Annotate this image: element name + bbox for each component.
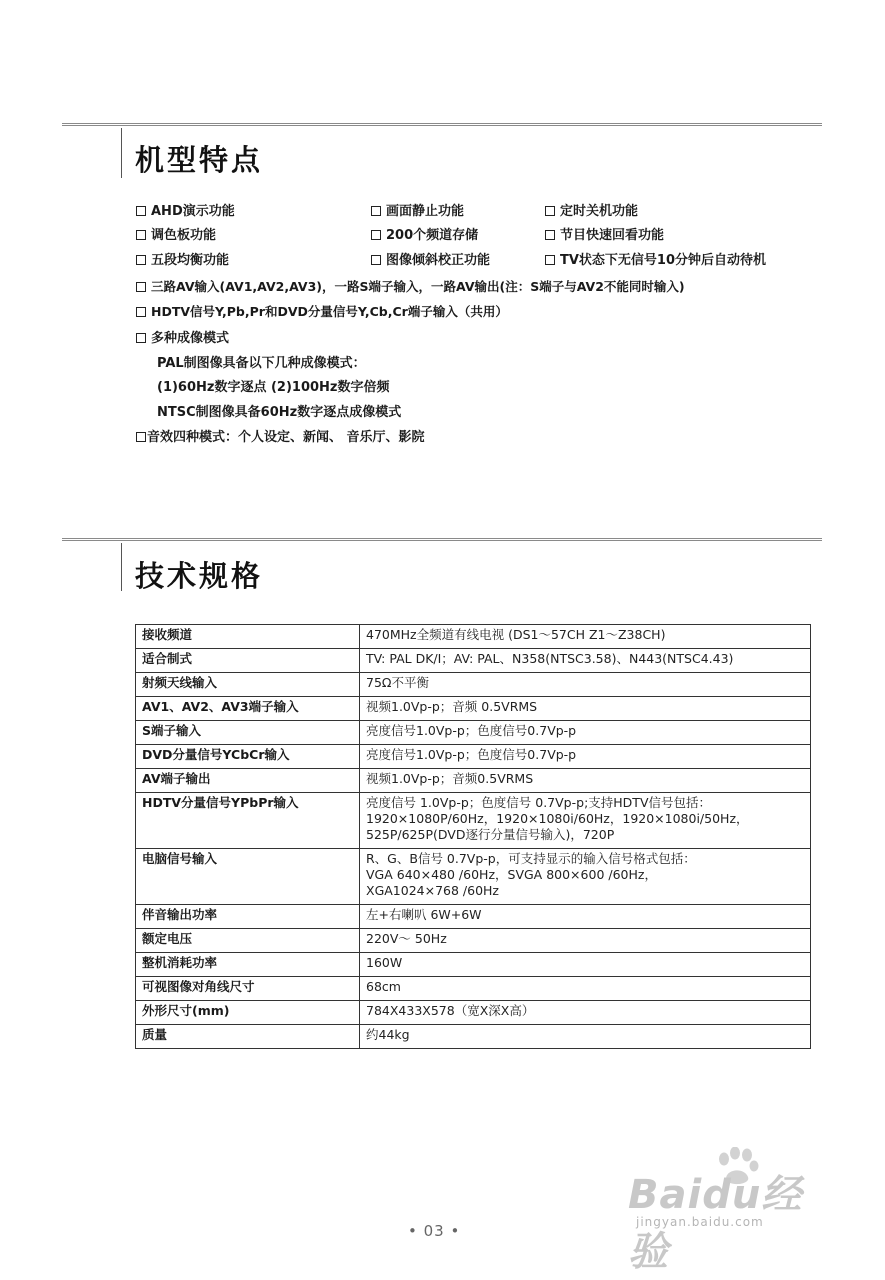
spec-label: 电脑信号输入: [136, 849, 360, 905]
spec-value: [360, 625, 811, 649]
spec-label: 适合制式: [136, 649, 360, 673]
spec-row: [136, 697, 811, 721]
features-title: 机型特点: [135, 143, 264, 177]
spec-value: [360, 1025, 811, 1049]
checkbox-icon: [136, 333, 146, 343]
section-rule-specs: [62, 538, 822, 541]
spec-value-line: 525P/625P(DVD逐行分量信号输入)，720P: [366, 827, 615, 842]
checkbox-icon: [136, 255, 146, 265]
checkbox-icon: [136, 206, 146, 216]
feature-item: 定时关机功能: [545, 200, 638, 219]
spec-value: [360, 745, 811, 769]
specs-title: 技术规格: [135, 559, 264, 593]
section-bar-features: [121, 128, 122, 178]
checkbox-icon: [136, 282, 146, 292]
spec-label: HDTV分量信号YPbPr输入: [136, 793, 360, 849]
spec-row: [136, 929, 811, 953]
spec-value-line: 亮度信号1.0Vp-p；色度信号0.7Vp-p: [366, 747, 577, 762]
spec-value: [360, 1001, 811, 1025]
spec-row: [136, 1025, 811, 1049]
spec-label: 整机消耗功率: [136, 953, 360, 977]
section-rule-features: [62, 123, 822, 126]
spec-label: 接收频道: [136, 625, 360, 649]
spec-label: 可视图像对角线尺寸: [136, 977, 360, 1001]
spec-row: [136, 849, 811, 905]
ntsc-line: NTSC制图像具备60Hz数字逐点成像模式: [157, 405, 402, 420]
checkbox-icon: [545, 255, 555, 265]
spec-value: [360, 721, 811, 745]
checkbox-icon: [371, 255, 381, 265]
checkbox-icon: [136, 432, 146, 442]
spec-value-line: XGA1024×768 /60Hz: [366, 883, 499, 898]
feature-modes: 多种成像模式: [136, 327, 229, 347]
spec-row: [136, 977, 811, 1001]
spec-value-line: 视频1.0Vp-p；音频 0.5VRMS: [366, 699, 538, 714]
pal-modes: (1)60Hz数字逐点 (2)100Hz数字倍频: [157, 380, 390, 395]
spec-value-line: TV: PAL DK/I；AV: PAL、N358(NTSC3.58)、N443(NTSC4.43): [366, 651, 734, 666]
spec-label: 额定电压: [136, 929, 360, 953]
spec-row: [136, 793, 811, 849]
pal-line: PAL制图像具备以下几种成像模式：: [157, 356, 366, 371]
spec-row: [136, 625, 811, 649]
spec-row: [136, 1001, 811, 1025]
spec-row: [136, 905, 811, 929]
watermark: [628, 1145, 833, 1275]
feature-item: 200个频道存储: [371, 224, 478, 243]
spec-value: [360, 929, 811, 953]
spec-row: [136, 769, 811, 793]
checkbox-icon: [136, 307, 146, 317]
spec-value-line: 784X433X578（宽X深X高）: [366, 1003, 535, 1018]
spec-value-line: 68cm: [366, 979, 401, 994]
section-bar-specs: [121, 543, 122, 591]
spec-value-line: 75Ω不平衡: [366, 675, 429, 690]
spec-value-line: 1920×1080P/60Hz，1920×1080i/60Hz，1920×1080i/50Hz，: [366, 811, 749, 826]
spec-value: [360, 905, 811, 929]
spec-value-line: 左+右喇叭 6W+6W: [366, 907, 482, 922]
spec-row: [136, 953, 811, 977]
spec-value: [360, 697, 811, 721]
spec-value-line: 亮度信号1.0Vp-p；色度信号0.7Vp-p: [366, 723, 577, 738]
checkbox-icon: [545, 230, 555, 240]
watermark-url: jingyan.baidu.com: [636, 1215, 764, 1229]
spec-value: [360, 953, 811, 977]
spec-value-line: 220V～ 50Hz: [366, 931, 447, 946]
spec-label: 质量: [136, 1025, 360, 1049]
spec-label: S端子输入: [136, 721, 360, 745]
spec-value-line: 亮度信号 1.0Vp-p；色度信号 0.7Vp-p;支持HDTV信号包括：: [366, 795, 711, 810]
spec-row: [136, 721, 811, 745]
spec-value-line: 视频1.0Vp-p；音频0.5VRMS: [366, 771, 534, 786]
feature-av-input: 三路AV输入(AV1,AV2,AV3)，一路S端子输入，一路AV输出(注：S端子与AV2不能同时输入): [136, 277, 685, 297]
specs-table: [135, 624, 811, 1049]
feature-item: 调色板功能: [136, 224, 216, 243]
spec-value: [360, 673, 811, 697]
feature-sound: 音效四种模式：个人设定、新闻、 音乐厅、影院: [136, 426, 425, 446]
spec-value-line: 约44kg: [366, 1027, 410, 1042]
spec-label: 外形尺寸(mm): [136, 1001, 360, 1025]
page-number: • 03 •: [408, 1222, 461, 1240]
watermark-logo: Baidu经验: [628, 1172, 803, 1275]
spec-value: [360, 769, 811, 793]
feature-item: AHD演示功能: [136, 200, 235, 219]
spec-label: AV1、AV2、AV3端子输入: [136, 697, 360, 721]
checkbox-icon: [371, 230, 381, 240]
feature-item: 节目快速回看功能: [545, 224, 664, 243]
feature-item: 画面静止功能: [371, 200, 464, 219]
spec-row: [136, 673, 811, 697]
spec-label: DVD分量信号YCbCr输入: [136, 745, 360, 769]
checkbox-icon: [545, 206, 555, 216]
spec-label: 射频天线输入: [136, 673, 360, 697]
feature-hdtv: HDTV信号Y,Pb,Pr和DVD分量信号Y,Cb,Cr端子输入（共用）: [136, 302, 508, 322]
feature-item: 五段均衡功能: [136, 249, 229, 268]
checkbox-icon: [371, 206, 381, 216]
specs-table-body: [136, 625, 811, 1049]
spec-value-line: VGA 640×480 /60Hz，SVGA 800×600 /60Hz，: [366, 867, 657, 882]
spec-value: [360, 649, 811, 673]
feature-item: 图像倾斜校正功能: [371, 249, 490, 268]
spec-label: AV端子输出: [136, 769, 360, 793]
spec-value: [360, 849, 811, 905]
checkbox-icon: [136, 230, 146, 240]
spec-value-line: 160W: [366, 955, 403, 970]
spec-label: 伴音输出功率: [136, 905, 360, 929]
spec-value: [360, 977, 811, 1001]
spec-value-line: 470MHz全频道有线电视 (DS1～57CH Z1～Z38CH): [366, 627, 666, 642]
spec-value: [360, 793, 811, 849]
spec-value-line: R、G、B信号 0.7Vp-p，可支持显示的输入信号格式包括：: [366, 851, 696, 866]
spec-row: [136, 745, 811, 769]
feature-item: TV状态下无信号10分钟后自动待机: [545, 249, 766, 268]
spec-row: [136, 649, 811, 673]
